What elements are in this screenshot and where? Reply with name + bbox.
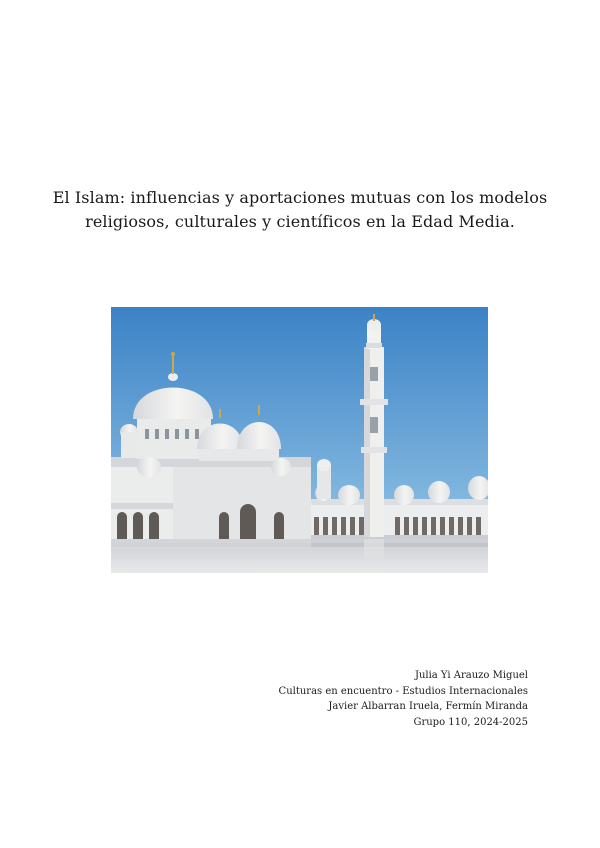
title-line-1: El Islam: influencias y aportaciones mutuas con los modelos (52, 188, 548, 207)
title-line-2: religiosos, culturales y científicos en la Edad Media. (85, 212, 515, 231)
credits-block (279, 668, 528, 730)
author-name: Julia Yi Arauzo Miguel (414, 670, 528, 681)
teacher-names: Javier Albarran Iruela, Fermín Miranda (328, 701, 528, 712)
group-info: Grupo 110, 2024-2025 (413, 716, 528, 728)
document-title (40, 186, 560, 234)
mosque-photo (111, 307, 488, 573)
course-name: Culturas en encuentro - Estudios Internacionales (278, 685, 528, 697)
